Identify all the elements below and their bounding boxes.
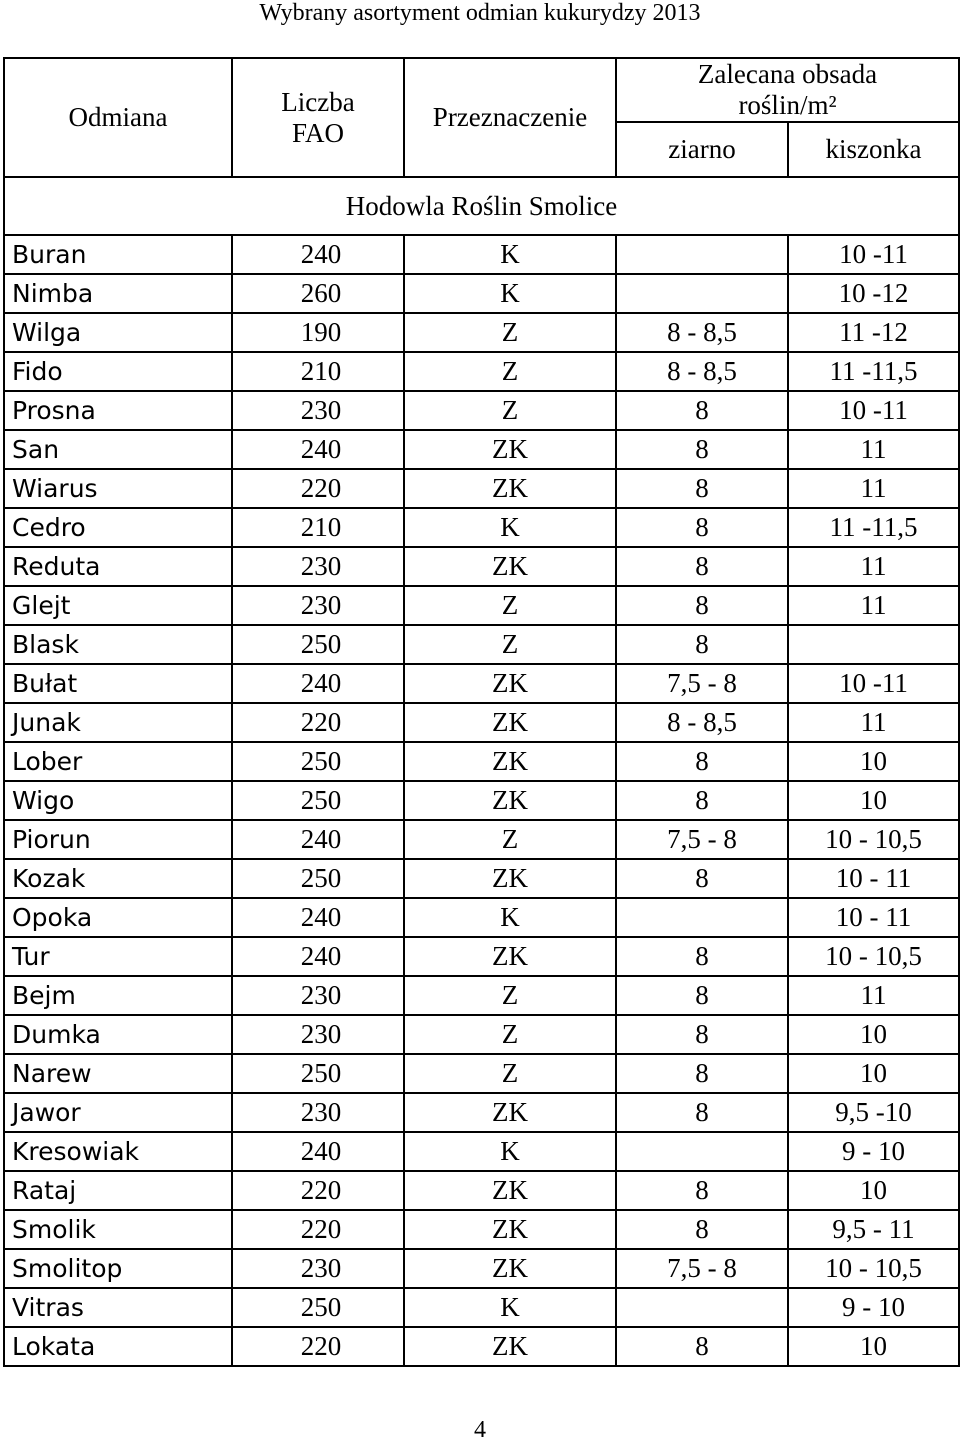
cell-silage: 10: [788, 1327, 959, 1366]
cell-variety: Jawor: [4, 1093, 232, 1132]
cell-grain: 8: [616, 391, 788, 430]
cell-fao: 240: [232, 1132, 404, 1171]
cell-use: ZK: [404, 937, 616, 976]
table-row: [4, 898, 959, 937]
cell-variety: Vitras: [4, 1288, 232, 1327]
cell-grain: 7,5 - 8: [616, 820, 788, 859]
cell-grain: 8: [616, 625, 788, 664]
cell-use: K: [404, 508, 616, 547]
cell-use: K: [404, 235, 616, 274]
cell-silage: 11 -11,5: [788, 508, 959, 547]
cell-use: Z: [404, 976, 616, 1015]
cell-silage: 9 - 10: [788, 1132, 959, 1171]
table-row: [4, 547, 959, 586]
cell-variety: Cedro: [4, 508, 232, 547]
cell-fao: 240: [232, 664, 404, 703]
cell-fao: 230: [232, 1093, 404, 1132]
cell-variety: Prosna: [4, 391, 232, 430]
cell-grain: [616, 1132, 788, 1171]
cell-silage: 10: [788, 1171, 959, 1210]
cell-variety: Piorun: [4, 820, 232, 859]
table-row: [4, 469, 959, 508]
cell-use: ZK: [404, 742, 616, 781]
cell-grain: 8: [616, 430, 788, 469]
cell-silage: 10 -12: [788, 274, 959, 313]
table-row: [4, 625, 959, 664]
header-use: Przeznaczenie: [404, 58, 616, 177]
cell-variety: Reduta: [4, 547, 232, 586]
table-row: [4, 1210, 959, 1249]
cell-use: ZK: [404, 703, 616, 742]
cell-silage: 10 -11: [788, 391, 959, 430]
cell-use: K: [404, 1132, 616, 1171]
cell-silage: 9 - 10: [788, 1288, 959, 1327]
table-row: [4, 1327, 959, 1366]
cell-fao: 230: [232, 586, 404, 625]
page-number: 4: [474, 1417, 486, 1443]
cell-use: Z: [404, 820, 616, 859]
cell-silage: 10: [788, 781, 959, 820]
cell-grain: 8: [616, 1210, 788, 1249]
cell-fao: 240: [232, 820, 404, 859]
cell-use: ZK: [404, 1171, 616, 1210]
cell-grain: 8 - 8,5: [616, 703, 788, 742]
header-fao: [232, 58, 404, 177]
cell-fao: 240: [232, 898, 404, 937]
cell-silage: 9,5 - 11: [788, 1210, 959, 1249]
table-row: [4, 274, 959, 313]
table-row: [4, 430, 959, 469]
document-title: Wybrany asortyment odmian kukurydzy 2013: [259, 0, 701, 26]
cell-variety: Lober: [4, 742, 232, 781]
cell-grain: 7,5 - 8: [616, 664, 788, 703]
cell-fao: 240: [232, 430, 404, 469]
cell-variety: Tur: [4, 937, 232, 976]
cell-use: ZK: [404, 664, 616, 703]
table-row: [4, 508, 959, 547]
cell-use: ZK: [404, 1327, 616, 1366]
cell-use: ZK: [404, 547, 616, 586]
cell-variety: Wiarus: [4, 469, 232, 508]
group-label: Hodowla Roślin Smolice: [4, 177, 959, 235]
cell-fao: 220: [232, 1210, 404, 1249]
cell-variety: Dumka: [4, 1015, 232, 1054]
cell-grain: 8: [616, 1015, 788, 1054]
cell-fao: 250: [232, 781, 404, 820]
cell-variety: Buran: [4, 235, 232, 274]
cell-use: ZK: [404, 469, 616, 508]
cell-variety: Glejt: [4, 586, 232, 625]
cell-grain: 8: [616, 1327, 788, 1366]
cell-silage: 10 -11: [788, 235, 959, 274]
cell-use: K: [404, 274, 616, 313]
cell-silage: 11: [788, 586, 959, 625]
cell-silage: 10 - 11: [788, 898, 959, 937]
table-row: [4, 1249, 959, 1288]
cell-grain: 8: [616, 781, 788, 820]
cell-use: Z: [404, 391, 616, 430]
cell-variety: San: [4, 430, 232, 469]
cell-grain: [616, 898, 788, 937]
cell-variety: Opoka: [4, 898, 232, 937]
cell-use: Z: [404, 1054, 616, 1093]
cell-grain: 8: [616, 859, 788, 898]
table-row: [4, 664, 959, 703]
cell-fao: 240: [232, 235, 404, 274]
cell-fao: 230: [232, 1249, 404, 1288]
cell-grain: 8: [616, 742, 788, 781]
table-row: [4, 1288, 959, 1327]
table-row: [4, 781, 959, 820]
cell-fao: 210: [232, 508, 404, 547]
cell-silage: 10: [788, 1054, 959, 1093]
table-row: [4, 352, 959, 391]
cell-use: Z: [404, 625, 616, 664]
cell-grain: 8: [616, 1054, 788, 1093]
cell-variety: Wilga: [4, 313, 232, 352]
cell-grain: 8: [616, 937, 788, 976]
cell-fao: 250: [232, 625, 404, 664]
cell-silage: 11: [788, 703, 959, 742]
cell-fao: 230: [232, 391, 404, 430]
cell-silage: 10 - 10,5: [788, 937, 959, 976]
cell-grain: 8: [616, 586, 788, 625]
cell-use: ZK: [404, 1210, 616, 1249]
cell-use: Z: [404, 1015, 616, 1054]
cell-silage: 11: [788, 547, 959, 586]
cell-silage: 11 -11,5: [788, 352, 959, 391]
cell-use: K: [404, 1288, 616, 1327]
cell-variety: Nimba: [4, 274, 232, 313]
table-row: [4, 1132, 959, 1171]
cell-silage: 11 -12: [788, 313, 959, 352]
cell-grain: 7,5 - 8: [616, 1249, 788, 1288]
cell-use: ZK: [404, 1249, 616, 1288]
table-row: [4, 235, 959, 274]
table-row: [4, 586, 959, 625]
table-row: [4, 976, 959, 1015]
cell-silage: 10 -11: [788, 664, 959, 703]
table-row: [4, 1093, 959, 1132]
cell-grain: 8 - 8,5: [616, 352, 788, 391]
table-row: [4, 313, 959, 352]
table-row: [4, 1015, 959, 1054]
cell-grain: 8 - 8,5: [616, 313, 788, 352]
cell-fao: 230: [232, 547, 404, 586]
cell-silage: 10: [788, 742, 959, 781]
cell-grain: [616, 1288, 788, 1327]
cell-grain: 8: [616, 547, 788, 586]
cell-use: ZK: [404, 430, 616, 469]
cell-use: ZK: [404, 781, 616, 820]
cell-fao: 210: [232, 352, 404, 391]
cell-variety: Wigo: [4, 781, 232, 820]
cell-grain: 8: [616, 976, 788, 1015]
cell-use: Z: [404, 352, 616, 391]
header-fao-label: Liczba FAO: [281, 86, 355, 148]
cell-fao: 250: [232, 1054, 404, 1093]
cell-fao: 240: [232, 937, 404, 976]
header-density: [616, 58, 959, 122]
variety-table: [3, 57, 960, 1367]
cell-grain: 8: [616, 508, 788, 547]
cell-use: Z: [404, 586, 616, 625]
table-row: [4, 1171, 959, 1210]
cell-fao: 250: [232, 1288, 404, 1327]
cell-fao: 220: [232, 1327, 404, 1366]
cell-silage: 11: [788, 469, 959, 508]
cell-variety: Narew: [4, 1054, 232, 1093]
cell-use: ZK: [404, 1093, 616, 1132]
cell-grain: [616, 235, 788, 274]
cell-silage: 9,5 -10: [788, 1093, 959, 1132]
cell-variety: Rataj: [4, 1171, 232, 1210]
header-silage: kiszonka: [788, 122, 959, 177]
cell-silage: 10: [788, 1015, 959, 1054]
cell-variety: Fido: [4, 352, 232, 391]
cell-use: K: [404, 898, 616, 937]
cell-fao: 190: [232, 313, 404, 352]
table-row: [4, 1054, 959, 1093]
table-row: [4, 742, 959, 781]
cell-silage: 10 - 11: [788, 859, 959, 898]
cell-variety: Junak: [4, 703, 232, 742]
cell-variety: Kozak: [4, 859, 232, 898]
cell-fao: 250: [232, 742, 404, 781]
cell-fao: 220: [232, 703, 404, 742]
header-variety: Odmiana: [4, 58, 232, 177]
cell-variety: Bejm: [4, 976, 232, 1015]
table-row: [4, 859, 959, 898]
cell-grain: 8: [616, 1171, 788, 1210]
cell-grain: [616, 274, 788, 313]
header-grain: ziarno: [616, 122, 788, 177]
cell-variety: Lokata: [4, 1327, 232, 1366]
cell-grain: 8: [616, 469, 788, 508]
table-row: [4, 391, 959, 430]
cell-grain: 8: [616, 1093, 788, 1132]
cell-variety: Smolik: [4, 1210, 232, 1249]
cell-use: Z: [404, 313, 616, 352]
cell-fao: 220: [232, 469, 404, 508]
table-row: [4, 937, 959, 976]
cell-fao: 230: [232, 976, 404, 1015]
cell-fao: 230: [232, 1015, 404, 1054]
cell-variety: Smolitop: [4, 1249, 232, 1288]
cell-variety: Bułat: [4, 664, 232, 703]
cell-silage: 10 - 10,5: [788, 820, 959, 859]
cell-silage: [788, 625, 959, 664]
cell-variety: Kresowiak: [4, 1132, 232, 1171]
cell-variety: Blask: [4, 625, 232, 664]
cell-fao: 250: [232, 859, 404, 898]
cell-silage: 10 - 10,5: [788, 1249, 959, 1288]
table-row: [4, 820, 959, 859]
cell-silage: 11: [788, 976, 959, 1015]
cell-fao: 260: [232, 274, 404, 313]
cell-silage: 11: [788, 430, 959, 469]
cell-fao: 220: [232, 1171, 404, 1210]
table-row: [4, 703, 959, 742]
header-density-label: Zalecana obsada roślin/m²: [697, 59, 878, 120]
cell-use: ZK: [404, 859, 616, 898]
